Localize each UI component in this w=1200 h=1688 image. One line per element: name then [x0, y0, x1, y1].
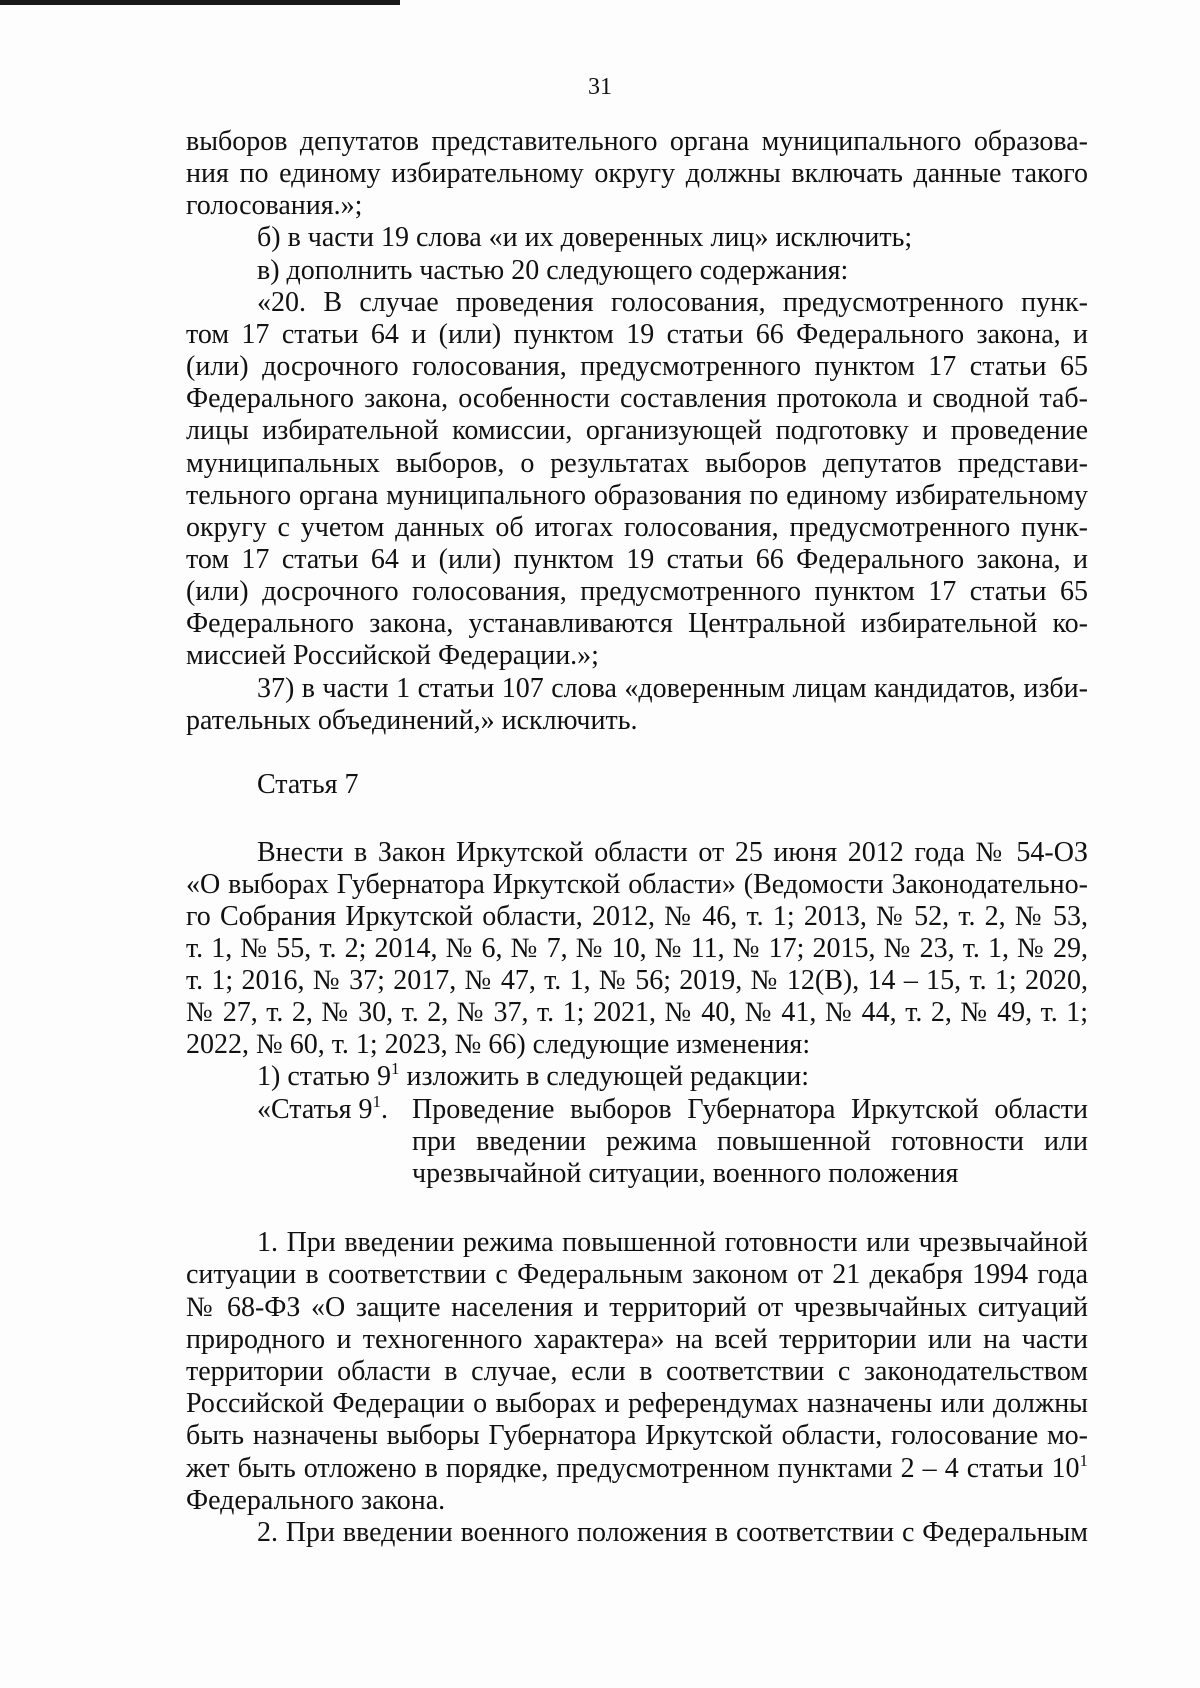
paragraph-line: муниципальных выборов, о результатах выборов депутатов представи- — [186, 448, 1088, 479]
paragraph-line: Федерального закона, устанавливаются Центральной избирательной ко- — [186, 608, 1088, 639]
paragraph-line: 2022, № 60, т. 1; 2023, № 66) следующие изменения: — [186, 1029, 811, 1060]
paragraph-line: территории области в случае, если в соответствии с законодательством — [186, 1356, 1088, 1387]
paragraph-line — [186, 1452, 1088, 1485]
paragraph-line — [257, 1060, 809, 1093]
paragraph-line: т. 1, № 55, т. 2; 2014, № 6, № 7, № 10, № 11, № 17; 2015, № 23, т. 1, № 29, — [186, 933, 1088, 964]
label-text: . — [380, 1094, 388, 1125]
paragraph-line: голосования.»; — [186, 190, 363, 221]
article-title-line: при введении режима повышенной готовности или — [412, 1126, 1088, 1157]
paragraph-line: округу с учетом данных об итогах голосования, предусмотренного пунк- — [186, 512, 1088, 543]
article-title-line: Проведение выборов Губернатора Иркутской области — [412, 1094, 1088, 1125]
paragraph-line: в) дополнить частью 20 следующего содержания: — [257, 255, 849, 286]
paragraph-line: 37) в части 1 статьи 107 слова «доверенным лицам кандидатов, изби- — [257, 673, 1088, 704]
article-heading: Статья 7 — [257, 769, 359, 800]
paragraph-line: 2. При введении военного положения в соответствии с Федеральным — [257, 1517, 1088, 1548]
line-text: изложить в следующей редакции: — [399, 1061, 810, 1092]
paragraph-line: т. 1; 2016, № 37; 2017, № 47, т. 1, № 56; 2019, № 12(В), 14 – 15, т. 1; 2020, — [186, 965, 1088, 996]
paragraph-line: быть назначены выборы Губернатора Иркутской области, голосование мо- — [186, 1420, 1088, 1451]
paragraph-line: миссией Российской Федерации.»; — [186, 640, 599, 671]
paragraph-line: Российской Федерации о выборах и референдумах назначены или должны — [186, 1388, 1088, 1419]
paragraph-line: «О выборах Губернатора Иркутской области» (Ведомости Законодательно- — [186, 869, 1088, 900]
paragraph-line: том 17 статьи 64 и (или) пунктом 19 статьи 66 Федерального закона, и — [186, 319, 1088, 350]
paragraph-line: 1. При введении режима повышенной готовности или чрезвычайной — [257, 1227, 1088, 1258]
paragraph-line: ния по единому избирательному округу должны включать данные такого — [186, 158, 1088, 189]
superscript: 1 — [390, 1059, 400, 1078]
paragraph-line: (или) досрочного голосования, предусмотренного пунктом 17 статьи 65 — [186, 351, 1088, 382]
top-rule — [0, 0, 400, 5]
paragraph-line: (или) досрочного голосования, предусмотренного пунктом 17 статьи 65 — [186, 576, 1088, 607]
paragraph-line: природного и техногенного характера» на всей территории или на части — [186, 1324, 1088, 1355]
paragraph-line: го Собрания Иркутской области, 2012, № 46, т. 1; 2013, № 52, т. 2, № 53, — [186, 901, 1088, 932]
line-text: 1) статью 9 — [257, 1061, 391, 1092]
paragraph-line: б) в части 19 слова «и их доверенных лиц» исключить; — [257, 222, 913, 253]
article-label — [257, 1093, 388, 1126]
label-text: «Статья 9 — [257, 1094, 373, 1125]
page-number: 31 — [588, 74, 612, 100]
paragraph-line: выборов депутатов представительного органа муниципального образова- — [186, 126, 1088, 157]
line-text: жет быть отложено в порядке, предусмотренном пунктами 2 – 4 статьи 10 — [186, 1453, 1080, 1484]
article-title-line: чрезвычайной ситуации, военного положения — [412, 1158, 959, 1189]
superscript: 1 — [1079, 1451, 1088, 1470]
paragraph-line: № 68-ФЗ «О защите населения и территорий от чрезвычайных ситуаций — [186, 1292, 1088, 1323]
paragraph-line: «20. В случае проведения голосования, предусмотренного пунк- — [257, 287, 1088, 318]
paragraph-line: Внести в Закон Иркутской области от 25 июня 2012 года № 54-ОЗ — [257, 837, 1088, 868]
paragraph-line: № 27, т. 2, № 30, т. 2, № 37, т. 1; 2021, № 40, № 41, № 44, т. 2, № 49, т. 1; — [186, 997, 1088, 1028]
paragraph-line: Федерального закона, особенности составления протокола и сводной таб- — [186, 383, 1088, 414]
paragraph-line: лицы избирательной комиссии, организующей подготовку и проведение — [186, 415, 1088, 446]
paragraph-line: том 17 статьи 64 и (или) пунктом 19 статьи 66 Федерального закона, и — [186, 544, 1088, 575]
paragraph-line: Федерального закона. — [186, 1485, 446, 1516]
paragraph-line: ситуации в соответствии с Федеральным законом от 21 декабря 1994 года — [186, 1259, 1088, 1290]
paragraph-line: тельного органа муниципального образования по единому избирательному — [186, 480, 1088, 511]
paragraph-line: рательных объединений,» исключить. — [186, 705, 638, 736]
superscript: 1 — [372, 1092, 381, 1111]
